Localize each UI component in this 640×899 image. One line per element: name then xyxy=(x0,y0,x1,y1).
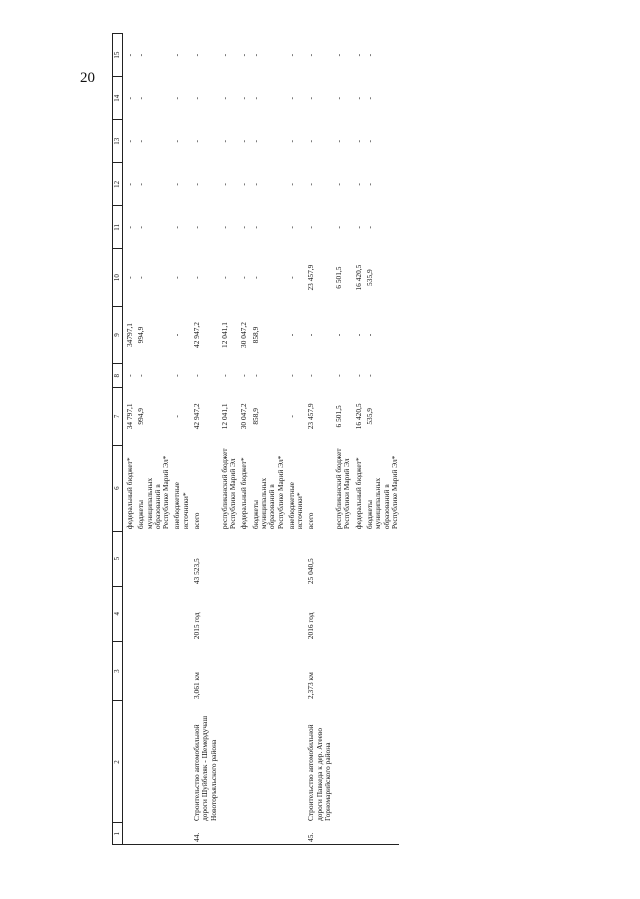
value-col9: - xyxy=(365,333,375,337)
value-total: 535,9 xyxy=(365,408,375,425)
column-header: 5 xyxy=(113,531,123,586)
row-number xyxy=(218,823,238,845)
object-name xyxy=(332,701,352,823)
row-number xyxy=(237,823,248,845)
length-cell xyxy=(332,641,352,701)
value-col11: - xyxy=(136,226,146,229)
value-col12: - xyxy=(125,183,134,186)
value-col11: - xyxy=(306,226,316,229)
value-col11: - xyxy=(334,226,344,229)
value-col11: - xyxy=(353,226,363,229)
object-name xyxy=(249,701,285,823)
value-col9: 34797,1 xyxy=(125,323,134,348)
cost-cell xyxy=(285,531,305,586)
object-name xyxy=(285,701,305,823)
column-header: 10 xyxy=(113,249,123,306)
column-header: 2 xyxy=(113,701,123,823)
row-number: 45. xyxy=(304,823,332,845)
value-col10: - xyxy=(239,276,249,279)
funding-source: бюджеты муниципальных образований в Республике Марий Эл* xyxy=(250,455,285,530)
value-col10: 6 501,5 xyxy=(334,266,344,289)
value-col12: - xyxy=(353,183,363,186)
cost-cell: 43 523,5 xyxy=(191,558,201,585)
value-col10: - xyxy=(172,276,182,279)
row-number xyxy=(123,823,135,845)
length-cell: 2,373 км xyxy=(306,672,316,699)
value-col15: - xyxy=(136,53,146,57)
cost-cell xyxy=(237,531,248,586)
value-total: 858,9 xyxy=(250,408,260,425)
value-col11: - xyxy=(286,226,296,229)
value-col13: - xyxy=(250,140,260,143)
year-cell xyxy=(218,586,238,641)
year-cell xyxy=(170,586,190,641)
value-col12: - xyxy=(239,183,249,186)
value-col12: - xyxy=(191,183,201,186)
year-cell xyxy=(285,586,305,641)
table-row xyxy=(123,34,135,845)
table-row xyxy=(134,34,170,845)
value-col8: - xyxy=(172,374,182,377)
column-header: 6 xyxy=(113,445,123,531)
column-number-row xyxy=(113,34,123,845)
value-col12: - xyxy=(365,183,375,186)
cost-cell xyxy=(123,531,135,586)
value-col13: - xyxy=(353,140,363,143)
value-total: 16 420,5 xyxy=(353,403,363,430)
value-col8: - xyxy=(125,374,134,377)
year-cell: 2015 год xyxy=(191,612,201,640)
value-col10: - xyxy=(219,276,229,279)
value-col13: - xyxy=(239,140,249,143)
value-col8: - xyxy=(239,374,249,377)
row-number xyxy=(170,823,190,845)
row-number xyxy=(134,823,170,845)
column-header: 7 xyxy=(113,388,123,445)
value-col15: - xyxy=(334,53,344,57)
rotated-table-container xyxy=(112,33,572,845)
value-col14: - xyxy=(136,97,146,100)
value-col10: 16 420,5 xyxy=(353,264,363,291)
value-col14: - xyxy=(334,97,344,100)
year-cell xyxy=(237,586,248,641)
value-col12: - xyxy=(286,183,296,186)
value-col14: - xyxy=(365,97,375,100)
value-col14: - xyxy=(306,97,316,100)
value-col15: - xyxy=(353,53,363,57)
object-name xyxy=(123,701,135,823)
funding-source: внебюджетные источники* xyxy=(286,482,305,530)
value-col8: - xyxy=(353,374,363,377)
value-col13: - xyxy=(334,140,344,143)
value-col13: - xyxy=(219,140,229,143)
length-cell xyxy=(218,641,238,701)
value-col8: - xyxy=(286,374,296,377)
value-col15: - xyxy=(306,53,316,57)
length-cell xyxy=(352,641,363,701)
value-col9: 994,9 xyxy=(136,326,146,344)
value-col14: - xyxy=(353,97,363,100)
program-table xyxy=(112,33,399,845)
cost-cell xyxy=(249,531,285,586)
funding-source: федеральный бюджет* xyxy=(353,457,363,530)
value-total: 34 797,1 xyxy=(125,403,134,430)
value-col12: - xyxy=(136,183,146,186)
value-col13: - xyxy=(191,140,201,143)
table-row xyxy=(190,34,218,845)
value-col15: - xyxy=(286,53,296,57)
value-total: 30 047,2 xyxy=(239,403,249,430)
value-col15: - xyxy=(125,53,134,57)
funding-source: всего xyxy=(191,512,201,530)
value-col12: - xyxy=(334,183,344,186)
value-col12: - xyxy=(306,183,316,186)
object-name xyxy=(352,701,363,823)
funding-source: внебюджетные источники* xyxy=(172,482,190,530)
cost-cell xyxy=(170,531,190,586)
value-col13: - xyxy=(365,140,375,143)
year-cell xyxy=(363,586,399,641)
length-cell xyxy=(170,641,190,701)
cost-cell xyxy=(332,531,352,586)
length-cell xyxy=(237,641,248,701)
value-total: 12 041,1 xyxy=(219,403,229,430)
table-row xyxy=(249,34,285,845)
table-row xyxy=(352,34,363,845)
table-row xyxy=(363,34,399,845)
length-cell xyxy=(363,641,399,701)
funding-source: всего xyxy=(306,512,316,530)
year-cell xyxy=(123,586,135,641)
funding-source: республиканский бюджет Республики Марий Эл xyxy=(334,448,352,530)
value-col10: 535,9 xyxy=(365,269,375,286)
value-col10: 23 457,9 xyxy=(306,264,316,291)
value-col8: - xyxy=(191,374,201,377)
value-col9: - xyxy=(172,333,182,337)
value-col9: - xyxy=(286,333,296,337)
value-col15: - xyxy=(191,53,201,57)
value-col13: - xyxy=(286,140,296,143)
value-col14: - xyxy=(250,97,260,100)
funding-source: федеральный бюджет* xyxy=(125,457,134,530)
value-col9: 30 047,2 xyxy=(239,322,249,348)
length-cell xyxy=(249,641,285,701)
value-col11: - xyxy=(172,226,182,229)
cost-cell xyxy=(134,531,170,586)
row-number xyxy=(363,823,399,845)
value-col14: - xyxy=(172,97,182,100)
value-col13: - xyxy=(306,140,316,143)
value-col14: - xyxy=(191,97,201,100)
year-cell xyxy=(332,586,352,641)
table-row xyxy=(285,34,305,845)
column-header: 9 xyxy=(113,306,123,363)
value-col14: - xyxy=(219,97,229,100)
cost-cell: 25 040,5 xyxy=(306,558,316,585)
value-col15: - xyxy=(172,53,182,57)
value-col14: - xyxy=(125,97,134,100)
object-name: Строительство автомобильной дороги Павкеда к дер. Атеево Горномарийского района xyxy=(306,724,332,821)
length-cell xyxy=(285,641,305,701)
value-col15: - xyxy=(219,53,229,57)
value-col12: - xyxy=(250,183,260,186)
value-col11: - xyxy=(125,226,134,229)
value-col10: - xyxy=(250,276,260,279)
value-col10: - xyxy=(125,276,134,279)
object-name xyxy=(170,701,190,823)
cost-cell xyxy=(218,531,238,586)
object-name xyxy=(218,701,238,823)
value-col11: - xyxy=(239,226,249,229)
row-number xyxy=(352,823,363,845)
year-cell xyxy=(352,586,363,641)
column-header: 15 xyxy=(113,34,123,77)
column-header: 14 xyxy=(113,77,123,120)
value-col10: - xyxy=(191,276,201,279)
funding-source: бюджеты муниципальных образований в Республике Марий Эл* xyxy=(365,455,399,530)
value-col11: - xyxy=(219,226,229,229)
value-total: 994,9 xyxy=(136,408,146,425)
funding-source: бюджеты муниципальных образований в Республике Марий Эл* xyxy=(136,455,171,530)
length-cell xyxy=(123,641,135,701)
row-number xyxy=(249,823,285,845)
cost-cell xyxy=(352,531,363,586)
value-col12: - xyxy=(172,183,182,186)
value-col9: - xyxy=(334,333,344,337)
column-header: 13 xyxy=(113,120,123,163)
column-header: 1 xyxy=(113,823,123,845)
column-header: 4 xyxy=(113,586,123,641)
value-col11: - xyxy=(250,226,260,229)
value-col11: - xyxy=(191,226,201,229)
year-cell xyxy=(249,586,285,641)
column-header: 12 xyxy=(113,163,123,206)
value-col8: - xyxy=(306,374,316,377)
funding-source: федеральный бюджет* xyxy=(239,457,249,530)
column-header: 11 xyxy=(113,206,123,249)
value-col13: - xyxy=(136,140,146,143)
funding-source: республиканский бюджет Республики Марий Эл xyxy=(219,448,238,530)
value-col13: - xyxy=(172,140,182,143)
value-col9: 12 041,1 xyxy=(219,322,229,348)
value-col8: - xyxy=(334,374,344,377)
year-cell xyxy=(134,586,170,641)
value-col8: - xyxy=(219,374,229,377)
cost-cell xyxy=(363,531,399,586)
object-name xyxy=(237,701,248,823)
value-col9: - xyxy=(353,333,363,337)
value-total: 23 457,9 xyxy=(306,403,316,430)
column-header: 3 xyxy=(113,641,123,701)
table-row xyxy=(304,34,332,845)
length-cell xyxy=(134,641,170,701)
value-col9: 42 947,2 xyxy=(191,322,201,348)
value-col8: - xyxy=(365,374,375,377)
row-number xyxy=(332,823,352,845)
value-col15: - xyxy=(239,53,249,57)
value-col10: - xyxy=(286,276,296,279)
value-col14: - xyxy=(286,97,296,100)
value-col13: - xyxy=(125,140,134,143)
value-col11: - xyxy=(365,226,375,229)
value-col12: - xyxy=(219,183,229,186)
row-number xyxy=(285,823,305,845)
table-body xyxy=(123,34,400,845)
object-name xyxy=(134,701,170,823)
column-header: 8 xyxy=(113,364,123,388)
value-col14: - xyxy=(239,97,249,100)
value-col8: - xyxy=(250,374,260,377)
table-row xyxy=(218,34,238,845)
value-col15: - xyxy=(250,53,260,57)
table-row xyxy=(170,34,190,845)
value-col10: - xyxy=(136,276,146,279)
year-cell: 2016 год xyxy=(306,612,316,640)
row-number: 44. xyxy=(190,823,218,845)
page-number: 20 xyxy=(80,70,95,86)
value-total: 42 947,2 xyxy=(191,403,201,430)
table-row xyxy=(332,34,352,845)
value-col9: - xyxy=(306,333,316,337)
value-total: - xyxy=(286,415,296,418)
value-total: - xyxy=(172,415,182,418)
object-name xyxy=(363,701,399,823)
length-cell: 3,061 км xyxy=(191,672,201,699)
value-col8: - xyxy=(136,374,146,377)
value-col15: - xyxy=(365,53,375,57)
table-row xyxy=(237,34,248,845)
value-total: 6 501,5 xyxy=(334,405,344,428)
object-name: Строительство автомобильной дороги Шуйбеляк - Шемердучаш Новоторъяльского района xyxy=(191,715,218,821)
value-col9: 858,9 xyxy=(250,326,260,344)
